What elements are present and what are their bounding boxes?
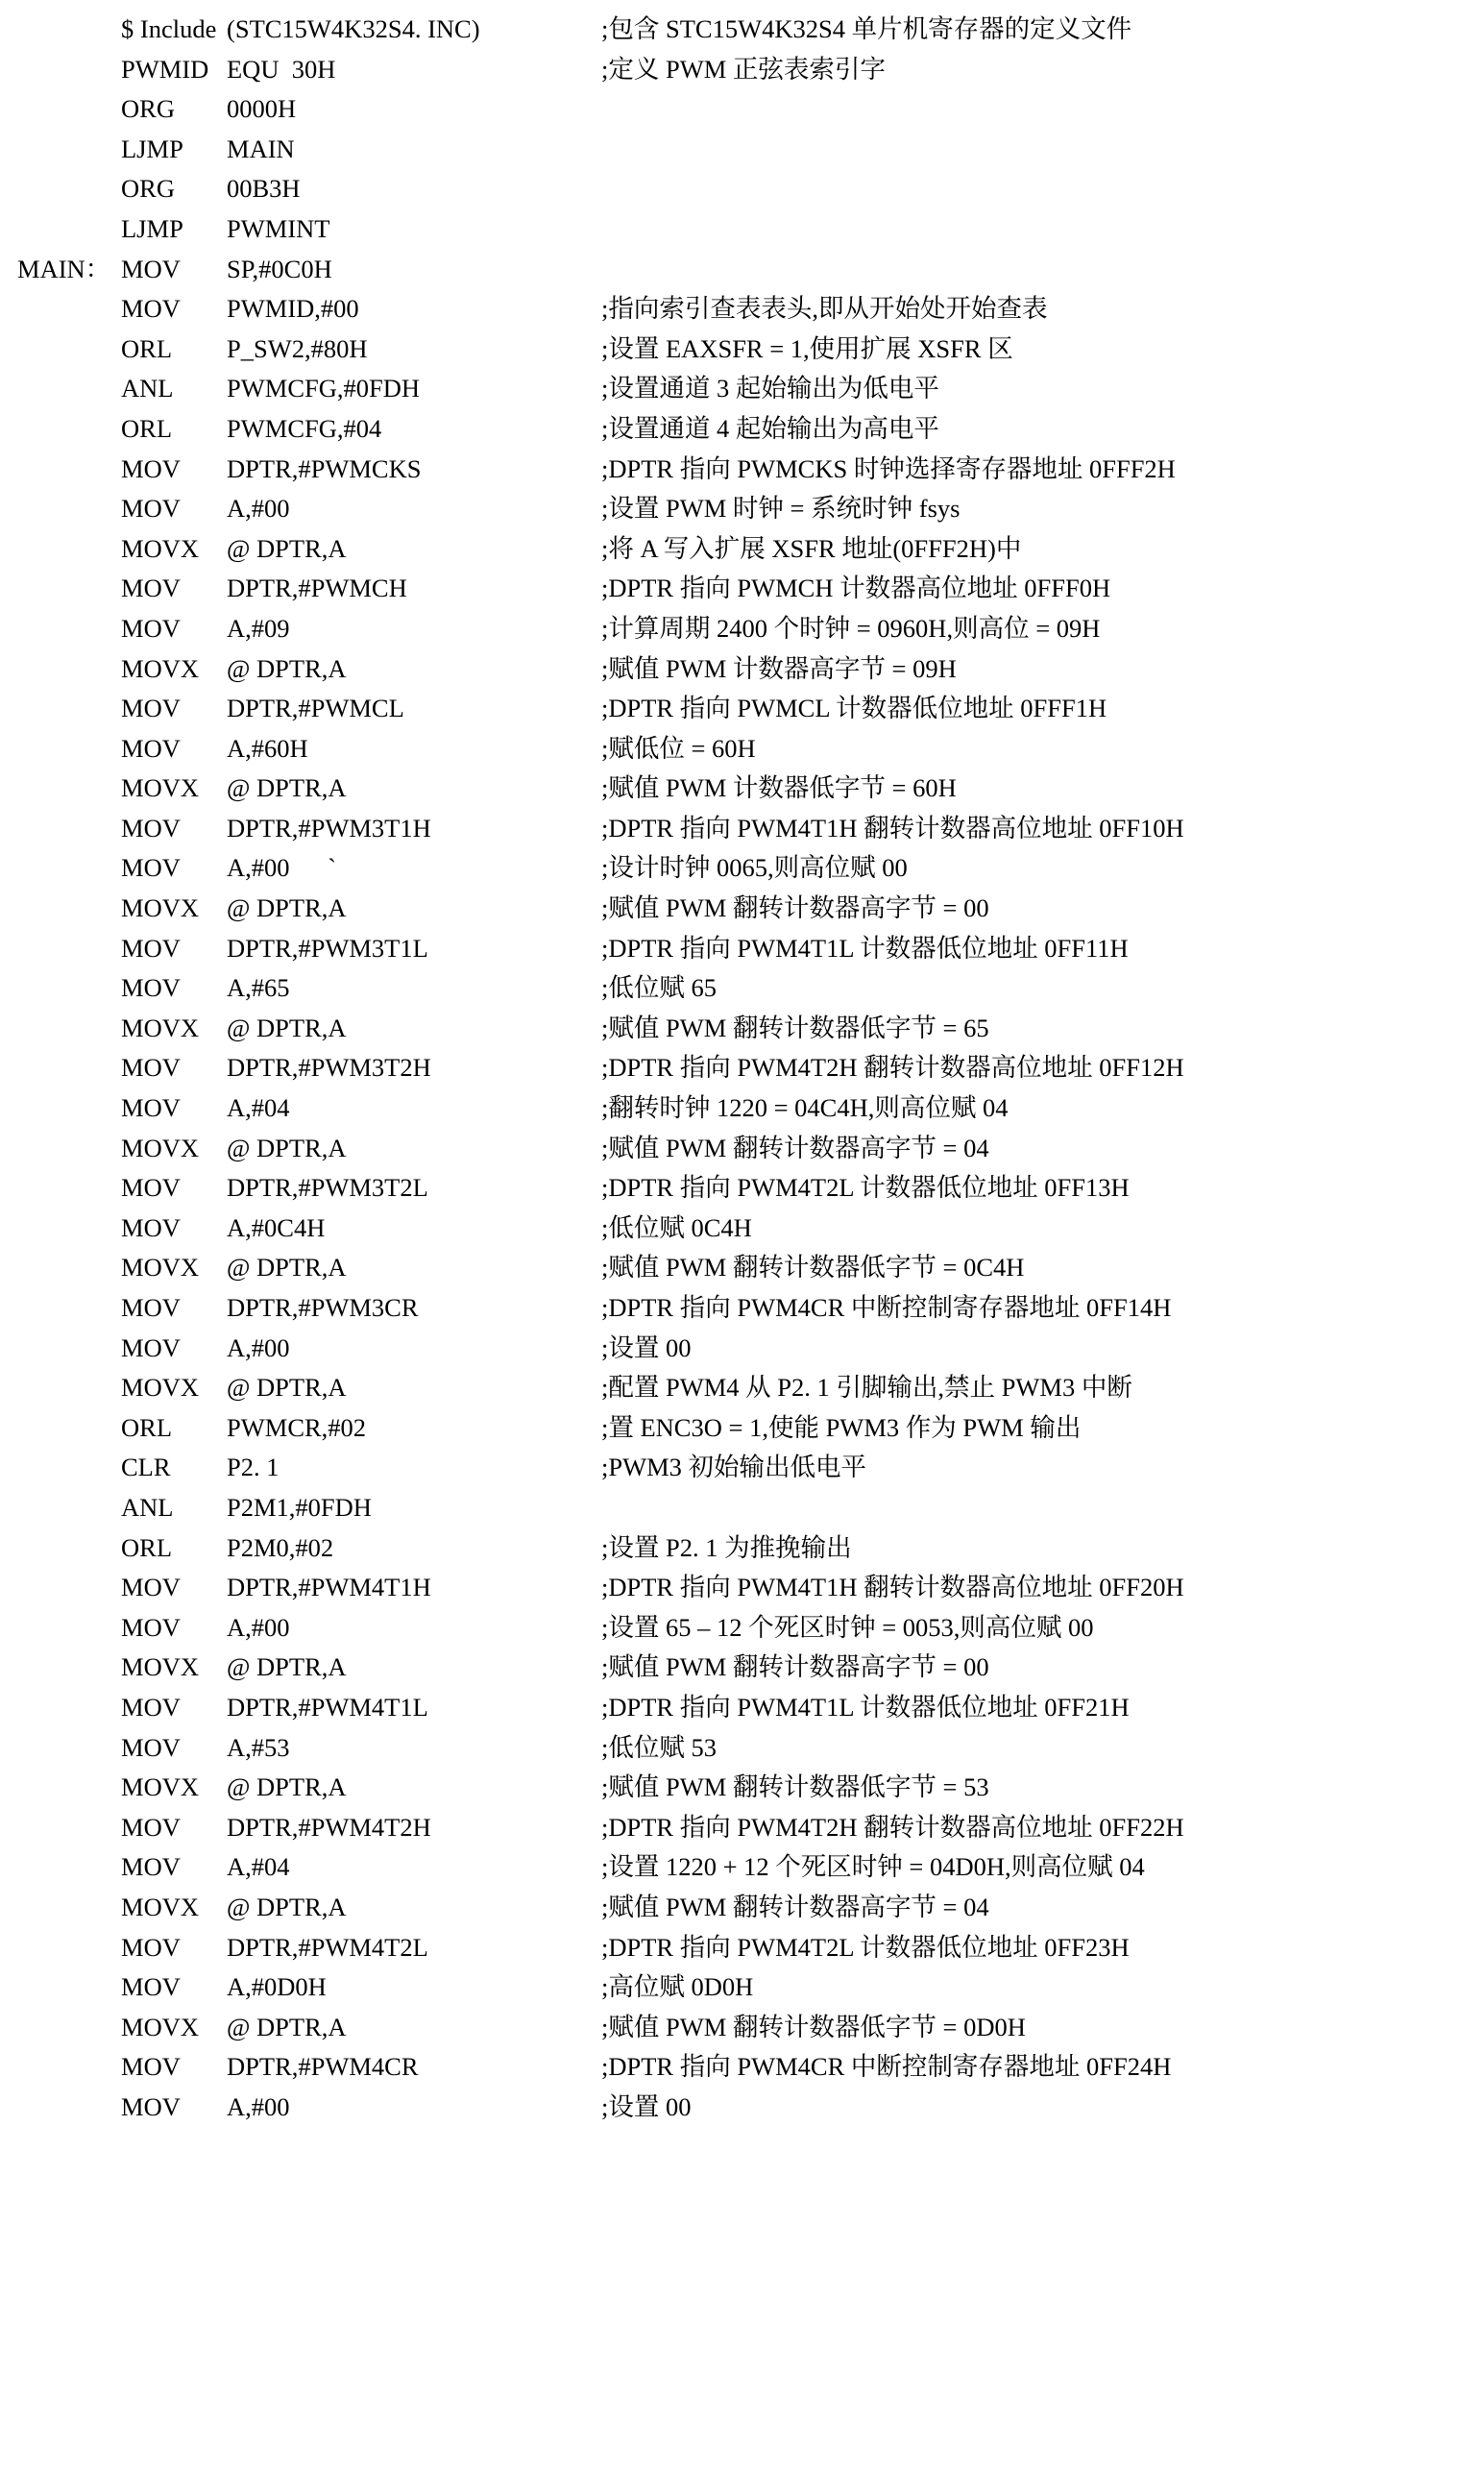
code-line-label bbox=[17, 1209, 121, 1249]
code-line-operand: @ DPTR,A bbox=[227, 533, 347, 563]
code-line-mnemonic: MOVX bbox=[121, 1652, 199, 1682]
code-line bbox=[17, 1888, 1467, 1928]
code-line-label bbox=[17, 1048, 121, 1088]
code-line-label bbox=[17, 729, 121, 770]
code-line-comment: ;赋值 PWM 翻转计数器低字节 = 53 bbox=[601, 1772, 989, 1802]
code-line-comment: ;DPTR 指向 PWM4T1H 翻转计数器高位地址 0FF20H bbox=[601, 1573, 1184, 1602]
code-line bbox=[17, 10, 1467, 50]
code-line-comment: ;低位赋 65 bbox=[601, 973, 717, 1003]
code-line-label bbox=[17, 409, 121, 450]
code-line-operand: DPTR,#PWMCKS bbox=[227, 453, 422, 483]
code-line-comment: ;设置通道 3 起始输出为低电平 bbox=[601, 374, 939, 403]
code-line bbox=[17, 1648, 1467, 1688]
code-line-comment: ;设置 PWM 时钟 = 系统时钟 fsys bbox=[601, 494, 961, 524]
code-line bbox=[17, 289, 1467, 330]
code-table bbox=[17, 10, 1467, 2127]
code-line-label bbox=[17, 569, 121, 609]
code-line-operand: @ DPTR,A bbox=[227, 1133, 347, 1162]
code-line-mnemonic: MOV bbox=[121, 813, 181, 843]
code-line-operand: DPTR,#PWM4CR bbox=[227, 2052, 419, 2082]
code-line-operand: P2M0,#02 bbox=[227, 1532, 334, 1562]
code-line bbox=[17, 1768, 1467, 1808]
code-line-operand: A,#04 bbox=[227, 1852, 290, 1882]
code-line-operand: @ DPTR,A bbox=[227, 653, 347, 683]
code-line bbox=[17, 50, 1467, 90]
code-line-operand: @ DPTR,A bbox=[227, 1772, 347, 1802]
code-line-comment: ;低位赋 53 bbox=[601, 1732, 717, 1762]
code-line-label bbox=[17, 1928, 121, 1968]
code-line-comment: ;配置 PWM4 从 P2. 1 引脚输出,禁止 PWM3 中断 bbox=[601, 1373, 1132, 1403]
code-line bbox=[17, 848, 1467, 889]
code-line-comment: ;DPTR 指向 PWM4T2H 翻转计数器高位地址 0FF12H bbox=[601, 1053, 1184, 1083]
code-line-label bbox=[17, 1009, 121, 1049]
code-line-comment: ;DPTR 指向 PWMCKS 时钟选择寄存器地址 0FFF2H bbox=[601, 453, 1176, 483]
code-line-comment: ;设置 00 bbox=[601, 2091, 692, 2121]
code-line-comment bbox=[601, 1488, 1467, 1528]
code-line-comment: ;包含 STC15W4K32S4 单片机寄存器的定义文件 bbox=[601, 14, 1132, 43]
code-line-comment: ;DPTR 指向 PWM4T1L 计数器低位地址 0FF11H bbox=[601, 933, 1129, 963]
code-line-label bbox=[17, 1648, 121, 1688]
code-line-mnemonic: MOV bbox=[121, 1932, 181, 1962]
code-line-comment: ;DPTR 指向 PWM4T2L 计数器低位地址 0FF23H bbox=[601, 1932, 1130, 1962]
code-line-comment: ;置 ENC3O = 1,使能 PWM3 作为 PWM 输出 bbox=[601, 1412, 1082, 1442]
code-line-mnemonic: MOVX bbox=[121, 893, 199, 923]
code-line-label bbox=[17, 889, 121, 929]
code-line-comment: ;赋值 PWM 翻转计数器高字节 = 00 bbox=[601, 893, 989, 923]
code-line-mnemonic: MOVX bbox=[121, 1253, 199, 1283]
code-line-operand: DPTR,#PWM4T2H bbox=[227, 1812, 431, 1842]
code-line-label bbox=[17, 2047, 121, 2088]
code-line-comment: ;DPTR 指向 PWM4T2H 翻转计数器高位地址 0FF22H bbox=[601, 1812, 1184, 1842]
code-line-mnemonic: MOV bbox=[121, 1053, 181, 1083]
code-line-operand: DPTR,#PWM4T1L bbox=[227, 1692, 428, 1722]
code-line bbox=[17, 1329, 1467, 1369]
code-line-label bbox=[17, 1168, 121, 1209]
code-line-label bbox=[17, 209, 121, 250]
code-line-comment: ;设置通道 4 起始输出为高电平 bbox=[601, 413, 939, 443]
code-line-operand: A,#60H bbox=[227, 733, 308, 763]
code-line bbox=[17, 250, 1467, 290]
code-line-mnemonic: MOVX bbox=[121, 2012, 199, 2041]
code-line-operand: A,#00 ` bbox=[227, 853, 337, 883]
code-line-mnemonic: MOV bbox=[121, 853, 181, 883]
code-line-label bbox=[17, 1888, 121, 1928]
code-line bbox=[17, 1009, 1467, 1049]
code-line-operand: @ DPTR,A bbox=[227, 1892, 347, 1921]
code-line bbox=[17, 1528, 1467, 1569]
code-line-label bbox=[17, 1129, 121, 1169]
code-line-label bbox=[17, 289, 121, 330]
code-line bbox=[17, 569, 1467, 609]
code-line-comment: ;将 A 写入扩展 XSFR 地址(0FFF2H)中 bbox=[601, 533, 1022, 563]
code-line bbox=[17, 1129, 1467, 1169]
code-line bbox=[17, 729, 1467, 770]
code-line-operand: A,#65 bbox=[227, 973, 290, 1003]
code-line-label bbox=[17, 968, 121, 1009]
code-line-mnemonic: MOV bbox=[121, 1093, 181, 1123]
code-line bbox=[17, 89, 1467, 130]
code-line-operand: DPTR,#PWM3T2H bbox=[227, 1053, 431, 1083]
code-line-operand: (STC15W4K32S4. INC) bbox=[227, 14, 480, 43]
code-line-label bbox=[17, 1368, 121, 1408]
code-line bbox=[17, 1088, 1467, 1129]
code-line bbox=[17, 330, 1467, 370]
code-line bbox=[17, 1048, 1467, 1088]
code-line-operand: DPTR,#PWM3T1L bbox=[227, 933, 428, 963]
code-line-comment bbox=[601, 169, 1467, 209]
code-line-label bbox=[17, 1329, 121, 1369]
code-line-mnemonic: MOV bbox=[121, 574, 181, 603]
code-line bbox=[17, 809, 1467, 849]
code-line-label bbox=[17, 169, 121, 209]
code-line-comment: ;定义 PWM 正弦表索引字 bbox=[601, 54, 886, 84]
code-line-comment: ;PWM3 初始输出低电平 bbox=[601, 1453, 867, 1482]
code-line bbox=[17, 1209, 1467, 1249]
code-line-operand: DPTR,#PWM3CR bbox=[227, 1293, 419, 1322]
code-line-mnemonic: MOV bbox=[121, 613, 181, 643]
code-line bbox=[17, 130, 1467, 170]
code-line-comment: ;DPTR 指向 PWM4CR 中断控制寄存器地址 0FF14H bbox=[601, 1293, 1172, 1322]
code-line-label bbox=[17, 609, 121, 649]
code-line-operand: PWMCFG,#04 bbox=[227, 413, 382, 443]
code-line-mnemonic: ORG bbox=[121, 174, 175, 204]
code-line-label bbox=[17, 1528, 121, 1569]
code-line bbox=[17, 1568, 1467, 1608]
code-line-operand: DPTR,#PWMCL bbox=[227, 694, 404, 723]
code-line-label bbox=[17, 130, 121, 170]
code-line-mnemonic: MOV bbox=[121, 254, 181, 283]
code-line-operand: @ DPTR,A bbox=[227, 1652, 347, 1682]
code-line-operand: 0000H bbox=[227, 94, 297, 124]
code-line-comment bbox=[601, 89, 1467, 130]
code-line-operand: P2. 1 bbox=[227, 1453, 280, 1482]
code-table-body bbox=[17, 10, 1467, 2127]
code-line-label bbox=[17, 1688, 121, 1728]
code-line-operand: @ DPTR,A bbox=[227, 1373, 347, 1403]
code-line-mnemonic: MOVX bbox=[121, 653, 199, 683]
code-line-mnemonic: MOV bbox=[121, 1173, 181, 1203]
code-line-mnemonic: MOV bbox=[121, 1332, 181, 1362]
code-line bbox=[17, 369, 1467, 409]
code-line-label bbox=[17, 1847, 121, 1888]
code-line-operand: DPTR,#PWM4T1H bbox=[227, 1573, 431, 1602]
code-line-operand: A,#0C4H bbox=[227, 1212, 326, 1242]
code-line-comment: ;设置 1220 + 12 个死区时钟 = 04D0H,则高位赋 04 bbox=[601, 1852, 1145, 1882]
code-line bbox=[17, 409, 1467, 450]
code-line-mnemonic: CLR bbox=[121, 1453, 171, 1482]
code-line-mnemonic: MOV bbox=[121, 1812, 181, 1842]
code-line bbox=[17, 1728, 1467, 1769]
code-line bbox=[17, 929, 1467, 969]
code-line bbox=[17, 489, 1467, 529]
code-line bbox=[17, 1688, 1467, 1728]
code-line bbox=[17, 1168, 1467, 1209]
code-line-label bbox=[17, 330, 121, 370]
code-line-mnemonic: PWMID bbox=[121, 54, 209, 84]
code-line-label bbox=[17, 89, 121, 130]
code-line-label bbox=[17, 1768, 121, 1808]
code-line-label bbox=[17, 1448, 121, 1488]
code-line-operand: EQU 30H bbox=[227, 54, 336, 84]
code-line bbox=[17, 450, 1467, 490]
code-line bbox=[17, 169, 1467, 209]
code-line-operand: PWMCR,#02 bbox=[227, 1412, 367, 1442]
code-line-mnemonic: MOV bbox=[121, 1212, 181, 1242]
code-line-comment: ;赋值 PWM 翻转计数器高字节 = 04 bbox=[601, 1892, 989, 1921]
code-line-comment bbox=[601, 130, 1467, 170]
code-line-label bbox=[17, 848, 121, 889]
code-line bbox=[17, 2047, 1467, 2088]
code-line-mnemonic: MOV bbox=[121, 2052, 181, 2082]
code-line-comment: ;DPTR 指向 PWM4CR 中断控制寄存器地址 0FF24H bbox=[601, 2052, 1172, 2082]
code-line-label: MAIN： bbox=[17, 254, 111, 283]
code-line-mnemonic: MOVX bbox=[121, 1772, 199, 1802]
code-line-label bbox=[17, 450, 121, 490]
code-line-label bbox=[17, 1488, 121, 1528]
code-line-label bbox=[17, 2008, 121, 2048]
code-line-mnemonic: MOV bbox=[121, 733, 181, 763]
code-line-operand: A,#0D0H bbox=[227, 1972, 327, 2002]
code-line-operand: DPTR,#PWM3T1H bbox=[227, 813, 431, 843]
code-line bbox=[17, 1608, 1467, 1649]
code-line-operand: A,#00 bbox=[227, 1332, 290, 1362]
code-line bbox=[17, 1368, 1467, 1408]
code-line-comment: ;计算周期 2400 个时钟 = 0960H,则高位 = 09H bbox=[601, 613, 1101, 643]
code-line-comment: ;赋值 PWM 计数器高字节 = 09H bbox=[601, 653, 957, 683]
code-line-label bbox=[17, 1728, 121, 1769]
code-line-comment: ;指向索引查表表头,即从开始处开始查表 bbox=[601, 294, 1048, 324]
code-line-label bbox=[17, 1608, 121, 1649]
code-line-comment bbox=[601, 250, 1467, 290]
code-line-mnemonic: MOVX bbox=[121, 533, 199, 563]
code-line-operand: @ DPTR,A bbox=[227, 893, 347, 923]
code-line-operand: DPTR,#PWM3T2L bbox=[227, 1173, 428, 1203]
code-line bbox=[17, 1488, 1467, 1528]
code-line-mnemonic: ORL bbox=[121, 333, 172, 363]
code-line-label bbox=[17, 689, 121, 729]
code-line-label bbox=[17, 489, 121, 529]
code-line-comment: ;DPTR 指向 PWMCH 计数器高位地址 0FFF0H bbox=[601, 574, 1111, 603]
code-line-label bbox=[17, 10, 121, 50]
code-line bbox=[17, 689, 1467, 729]
code-line-operand: PWMINT bbox=[227, 213, 330, 243]
code-line-mnemonic: MOV bbox=[121, 973, 181, 1003]
code-line-comment: ;高位赋 0D0H bbox=[601, 1972, 754, 2002]
code-line-comment: ;赋低位 = 60H bbox=[601, 733, 756, 763]
code-line bbox=[17, 1847, 1467, 1888]
code-line-operand: MAIN bbox=[227, 134, 295, 163]
code-line-label bbox=[17, 809, 121, 849]
code-line bbox=[17, 2008, 1467, 2048]
code-line-operand: P2M1,#0FDH bbox=[227, 1492, 372, 1522]
code-line-label bbox=[17, 369, 121, 409]
code-line-operand: DPTR,#PWMCH bbox=[227, 574, 407, 603]
code-line bbox=[17, 1967, 1467, 2008]
code-line-operand: @ DPTR,A bbox=[227, 2012, 347, 2041]
code-line-mnemonic: MOV bbox=[121, 1612, 181, 1642]
code-line-mnemonic: MOV bbox=[121, 694, 181, 723]
code-line-mnemonic: MOVX bbox=[121, 1013, 199, 1042]
code-line bbox=[17, 649, 1467, 690]
code-line-operand: SP,#0C0H bbox=[227, 254, 332, 283]
code-line-comment: ;赋值 PWM 计数器低字节 = 60H bbox=[601, 773, 957, 803]
code-line-mnemonic: ORL bbox=[121, 1412, 172, 1442]
code-line-mnemonic: MOVX bbox=[121, 1892, 199, 1921]
code-line-mnemonic: ORG bbox=[121, 94, 175, 124]
code-line-mnemonic: ANL bbox=[121, 374, 174, 403]
code-line-mnemonic: MOV bbox=[121, 1732, 181, 1762]
code-line-comment: ;赋值 PWM 翻转计数器高字节 = 00 bbox=[601, 1652, 989, 1682]
code-line-operand: 00B3H bbox=[227, 174, 301, 204]
code-line-operand: PWMCFG,#0FDH bbox=[227, 374, 421, 403]
code-line-mnemonic: $ Include bbox=[121, 14, 217, 43]
code-line bbox=[17, 1808, 1467, 1848]
code-line-label bbox=[17, 1408, 121, 1449]
code-line-mnemonic: MOV bbox=[121, 1852, 181, 1882]
code-line-label bbox=[17, 50, 121, 90]
code-line bbox=[17, 889, 1467, 929]
code-line bbox=[17, 1928, 1467, 1968]
code-line-comment: ;赋值 PWM 翻转计数器低字节 = 0D0H bbox=[601, 2012, 1026, 2041]
code-line bbox=[17, 968, 1467, 1009]
code-line-mnemonic: MOVX bbox=[121, 1373, 199, 1403]
code-line bbox=[17, 769, 1467, 809]
code-line-comment: ;DPTR 指向 PWMCL 计数器低位地址 0FFF1H bbox=[601, 694, 1107, 723]
code-line-operand: A,#09 bbox=[227, 613, 290, 643]
code-line-mnemonic: LJMP bbox=[121, 134, 183, 163]
code-line-operand: PWMID,#00 bbox=[227, 294, 359, 324]
code-line-comment: ;翻转时钟 1220 = 04C4H,则高位赋 04 bbox=[601, 1093, 1009, 1123]
code-line-operand: A,#00 bbox=[227, 2091, 290, 2121]
code-line-mnemonic: ORL bbox=[121, 413, 172, 443]
code-line-mnemonic: MOVX bbox=[121, 773, 199, 803]
code-line-mnemonic: MOV bbox=[121, 1692, 181, 1722]
code-line-label bbox=[17, 1248, 121, 1288]
code-line-label bbox=[17, 1088, 121, 1129]
code-line-label bbox=[17, 929, 121, 969]
code-line-operand: A,#00 bbox=[227, 1612, 290, 1642]
code-line-comment: ;赋值 PWM 翻转计数器高字节 = 04 bbox=[601, 1133, 989, 1162]
code-line-operand: DPTR,#PWM4T2L bbox=[227, 1932, 428, 1962]
code-line-mnemonic: LJMP bbox=[121, 213, 183, 243]
code-line-comment: ;赋值 PWM 翻转计数器低字节 = 0C4H bbox=[601, 1253, 1025, 1283]
code-line-comment: ;设置 EAXSFR = 1,使用扩展 XSFR 区 bbox=[601, 333, 1013, 363]
code-line-label bbox=[17, 1568, 121, 1608]
code-line bbox=[17, 1448, 1467, 1488]
code-line-operand: A,#04 bbox=[227, 1093, 290, 1123]
code-line-mnemonic: MOV bbox=[121, 494, 181, 524]
code-line-mnemonic: ORL bbox=[121, 1532, 172, 1562]
code-line-mnemonic: MOV bbox=[121, 1573, 181, 1602]
code-line-comment: ;DPTR 指向 PWM4T1H 翻转计数器高位地址 0FF10H bbox=[601, 813, 1184, 843]
code-line-mnemonic: MOV bbox=[121, 1972, 181, 2002]
code-line-mnemonic: MOV bbox=[121, 453, 181, 483]
code-line bbox=[17, 609, 1467, 649]
code-line-mnemonic: MOV bbox=[121, 294, 181, 324]
code-line-mnemonic: MOV bbox=[121, 2091, 181, 2121]
code-line-comment: ;DPTR 指向 PWM4T1L 计数器低位地址 0FF21H bbox=[601, 1692, 1130, 1722]
code-line-mnemonic: MOV bbox=[121, 933, 181, 963]
code-line-comment bbox=[601, 209, 1467, 250]
code-line-comment: ;设置 00 bbox=[601, 1332, 692, 1362]
code-line bbox=[17, 1248, 1467, 1288]
code-line-comment: ;低位赋 0C4H bbox=[601, 1212, 752, 1242]
code-line bbox=[17, 1408, 1467, 1449]
code-line-label bbox=[17, 769, 121, 809]
code-line-mnemonic: MOVX bbox=[121, 1133, 199, 1162]
code-line-operand: @ DPTR,A bbox=[227, 1013, 347, 1042]
code-line-operand: A,#00 bbox=[227, 494, 290, 524]
code-line-operand: P_SW2,#80H bbox=[227, 333, 368, 363]
code-line-label bbox=[17, 529, 121, 570]
code-line-operand: A,#53 bbox=[227, 1732, 290, 1762]
code-line-comment: ;设计时钟 0065,则高位赋 00 bbox=[601, 853, 908, 883]
code-line-comment: ;赋值 PWM 翻转计数器低字节 = 65 bbox=[601, 1013, 989, 1042]
code-line-comment: ;DPTR 指向 PWM4T2L 计数器低位地址 0FF13H bbox=[601, 1173, 1130, 1203]
code-line bbox=[17, 529, 1467, 570]
code-line-operand: @ DPTR,A bbox=[227, 1253, 347, 1283]
code-line-label bbox=[17, 1288, 121, 1329]
code-line-label bbox=[17, 649, 121, 690]
code-line-comment: ;设置 65 – 12 个死区时钟 = 0053,则高位赋 00 bbox=[601, 1612, 1094, 1642]
code-line-label bbox=[17, 2088, 121, 2128]
code-line bbox=[17, 209, 1467, 250]
code-line-operand: @ DPTR,A bbox=[227, 773, 347, 803]
code-line bbox=[17, 2088, 1467, 2128]
code-line-comment: ;设置 P2. 1 为推挽输出 bbox=[601, 1532, 852, 1562]
code-line-label bbox=[17, 1967, 121, 2008]
code-line-mnemonic: ANL bbox=[121, 1492, 174, 1522]
code-line-mnemonic: MOV bbox=[121, 1293, 181, 1322]
code-line-label bbox=[17, 1808, 121, 1848]
code-line bbox=[17, 1288, 1467, 1329]
